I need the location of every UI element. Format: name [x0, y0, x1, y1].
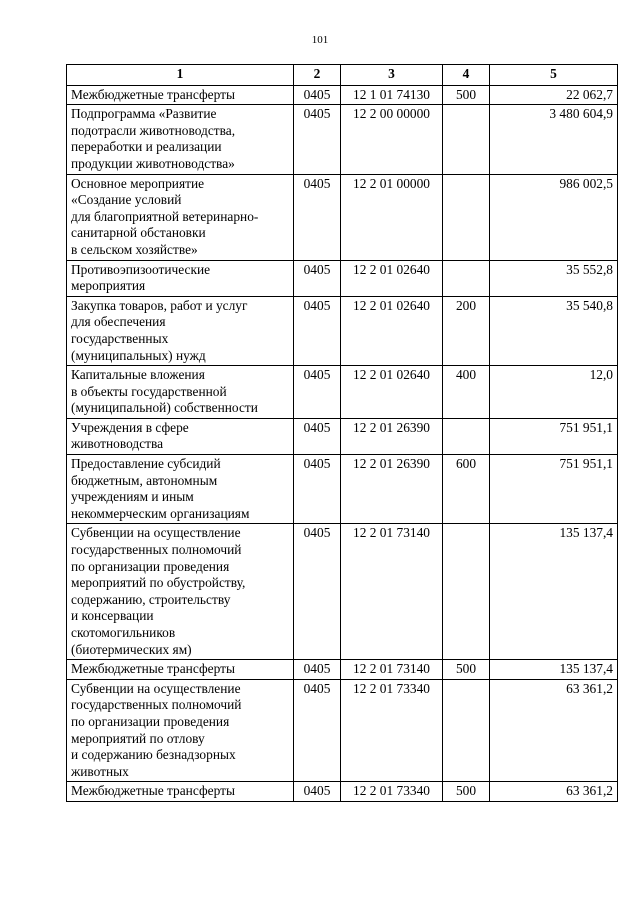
target-article-cell: 12 2 01 73140: [341, 660, 443, 680]
target-article-cell: 12 2 01 73340: [341, 679, 443, 782]
table-row: [67, 679, 618, 782]
target-article-cell: 12 2 01 73140: [341, 524, 443, 660]
table-row: [67, 296, 618, 365]
header-row: [67, 65, 618, 86]
table-row: [67, 782, 618, 802]
amount-cell: 135 137,4: [490, 660, 618, 680]
row-name-cell: Межбюджетные трансферты: [67, 660, 294, 680]
amount-cell: 63 361,2: [490, 679, 618, 782]
table-row: [67, 660, 618, 680]
section-code-cell: 0405: [294, 418, 341, 454]
row-name-cell: Закупка товаров, работ и услуг для обеспечения государственных (муниципальных) нужд: [67, 296, 294, 365]
section-code-cell: 0405: [294, 455, 341, 524]
amount-cell: 35 540,8: [490, 296, 618, 365]
amount-cell: 22 062,7: [490, 85, 618, 105]
table-row: [67, 85, 618, 105]
expense-type-cell: [443, 418, 490, 454]
row-name-cell: Подпрограмма «Развитие подотрасли животноводства, переработки и реализации продукции животноводства»: [67, 105, 294, 174]
amount-cell: 751 951,1: [490, 455, 618, 524]
table-row: [67, 418, 618, 454]
section-code-cell: 0405: [294, 660, 341, 680]
expense-type-cell: 500: [443, 660, 490, 680]
target-article-cell: 12 1 01 74130: [341, 85, 443, 105]
expense-type-cell: [443, 679, 490, 782]
expense-type-cell: [443, 260, 490, 296]
row-name-cell: Противоэпизоотические мероприятия: [67, 260, 294, 296]
section-code-cell: 0405: [294, 679, 341, 782]
column-header: 4: [443, 65, 490, 86]
target-article-cell: 12 2 00 00000: [341, 105, 443, 174]
expense-type-cell: 200: [443, 296, 490, 365]
page-number: 101: [311, 34, 329, 46]
table-row: [67, 260, 618, 296]
amount-cell: 135 137,4: [490, 524, 618, 660]
amount-cell: 35 552,8: [490, 260, 618, 296]
row-name-cell: Предоставление субсидий бюджетным, автономным учреждениям и иным некоммерческим организациям: [67, 455, 294, 524]
amount-cell: 986 002,5: [490, 174, 618, 260]
expense-type-cell: 600: [443, 455, 490, 524]
target-article-cell: 12 2 01 02640: [341, 260, 443, 296]
expense-type-cell: 500: [443, 85, 490, 105]
row-name-cell: Капитальные вложения в объекты государственной (муниципальной) собственности: [67, 366, 294, 419]
section-code-cell: 0405: [294, 105, 341, 174]
expense-type-cell: [443, 524, 490, 660]
column-header: 2: [294, 65, 341, 86]
column-header: 1: [67, 65, 294, 86]
table-body: [67, 85, 618, 801]
section-code-cell: 0405: [294, 366, 341, 419]
column-header: 3: [341, 65, 443, 86]
target-article-cell: 12 2 01 26390: [341, 418, 443, 454]
section-code-cell: 0405: [294, 174, 341, 260]
table-row: [67, 455, 618, 524]
table-row: [67, 524, 618, 660]
amount-cell: 12,0: [490, 366, 618, 419]
target-article-cell: 12 2 01 73340: [341, 782, 443, 802]
amount-cell: 3 480 604,9: [490, 105, 618, 174]
row-name-cell: Учреждения в сфере животноводства: [67, 418, 294, 454]
row-name-cell: Субвенции на осуществление государственных полномочий по организации проведения мероприятий по обустройству, содержанию, строительству и консервации скотомогильников (биотермических ям): [67, 524, 294, 660]
expense-type-cell: 500: [443, 782, 490, 802]
table-row: [67, 366, 618, 419]
amount-cell: 751 951,1: [490, 418, 618, 454]
target-article-cell: 12 2 01 02640: [341, 296, 443, 365]
row-name-cell: Межбюджетные трансферты: [67, 85, 294, 105]
table-row: [67, 174, 618, 260]
budget-table: [66, 64, 618, 802]
target-article-cell: 12 2 01 02640: [341, 366, 443, 419]
table-row: [67, 105, 618, 174]
expense-type-cell: [443, 174, 490, 260]
column-header: 5: [490, 65, 618, 86]
row-name-cell: Межбюджетные трансферты: [67, 782, 294, 802]
expense-type-cell: [443, 105, 490, 174]
target-article-cell: 12 2 01 00000: [341, 174, 443, 260]
section-code-cell: 0405: [294, 85, 341, 105]
target-article-cell: 12 2 01 26390: [341, 455, 443, 524]
row-name-cell: Субвенции на осуществление государственных полномочий по организации проведения мероприятий по отлову и содержанию безнадзорных животных: [67, 679, 294, 782]
section-code-cell: 0405: [294, 260, 341, 296]
row-name-cell: Основное мероприятие «Создание условий для благоприятной ветеринарно- санитарной обстановки в сельском хозяйстве»: [67, 174, 294, 260]
section-code-cell: 0405: [294, 782, 341, 802]
amount-cell: 63 361,2: [490, 782, 618, 802]
section-code-cell: 0405: [294, 524, 341, 660]
section-code-cell: 0405: [294, 296, 341, 365]
expense-type-cell: 400: [443, 366, 490, 419]
